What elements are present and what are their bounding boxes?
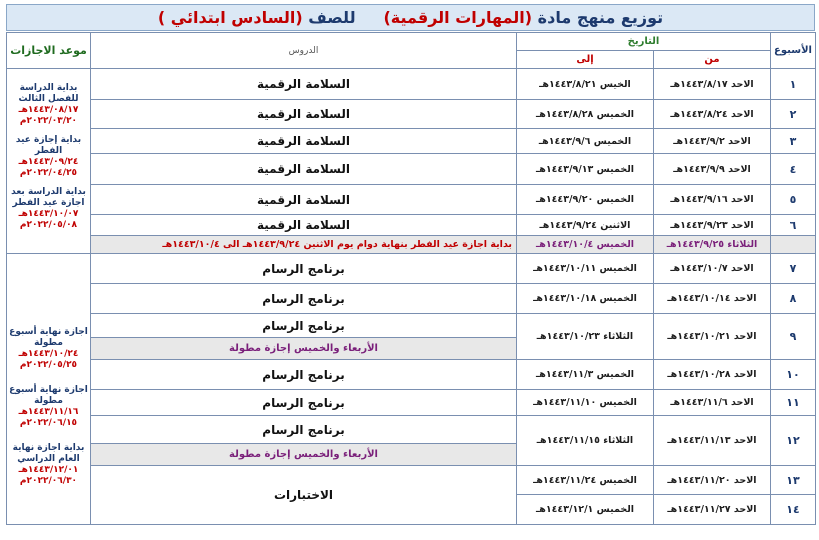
holiday-title: بداية الدراسة بعد اجازة عيد الفطر — [11, 187, 86, 208]
lesson-cell: برنامج الرسام — [91, 284, 517, 314]
table-row — [7, 466, 816, 495]
week-from: الاحد ١٤٤٣/١١/٦هـ — [654, 390, 771, 416]
lesson-cell: السلامة الرقمية — [91, 185, 517, 215]
table-row — [7, 284, 816, 314]
week-number-empty — [771, 236, 816, 254]
long-weekend-note: الأربعاء والخميس إجازة مطولة — [91, 338, 517, 360]
week-to: الخميس ١٤٤٣/٩/١٣هـ — [517, 154, 654, 185]
table-row — [7, 254, 816, 284]
week-from: الاحد ١٤٤٣/١١/٢٧هـ — [654, 495, 771, 525]
week-to: الخيس ١٤٤٣/٨/٢١هـ — [517, 69, 654, 100]
header-lessons: الدروس — [91, 33, 517, 69]
week-from: الاحد ١٤٤٣/٩/٢هـ — [654, 129, 771, 154]
subject-name: (المهارات الرقمية) — [383, 8, 533, 27]
week-to: الخميس ١٤٤٣/١٠/١١هـ — [517, 254, 654, 284]
eid-from: الثلاثاء ١٤٤٣/٩/٢٥هـ — [654, 236, 771, 254]
week-to: الثلاثاء ١٤٤٣/١٠/٢٣هـ — [517, 314, 654, 360]
holiday-item — [9, 83, 88, 127]
holiday-item — [9, 187, 88, 231]
holiday-title: بداية إجازة عيد الفطر — [15, 135, 82, 156]
long-weekend-note: الأربعاء والخميس إجازة مطولة — [91, 444, 517, 466]
holiday-greg: ٢٠٢٢/٠٣/٢٠م — [19, 116, 78, 126]
week-number: ١٣ — [771, 466, 816, 495]
schedule-table — [6, 32, 816, 525]
week-number: ١٠ — [771, 360, 816, 390]
table-row — [7, 185, 816, 215]
holiday-hijri: ١٤٤٣/١٢/٠١هـ — [18, 465, 79, 475]
week-from: الاحد ١٤٤٣/٩/٩هـ — [654, 154, 771, 185]
holiday-greg: ٢٠٢٢/٠٦/١٥م — [19, 418, 78, 428]
holiday-title: اجازة نهاية أسبوع مطولة — [9, 327, 88, 348]
holidays-cell-2 — [7, 254, 91, 525]
week-number: ٢ — [771, 100, 816, 129]
table-row — [7, 154, 816, 185]
holiday-title: اجازة نهاية أسبوع مطولة — [9, 385, 88, 406]
holiday-greg: ٢٠٢٢/٠٥/٢٥م — [19, 360, 78, 370]
page-title — [6, 4, 815, 31]
table-row — [7, 215, 816, 236]
class-label: للصف — [308, 8, 356, 27]
eid-to: الخميس ١٤٤٣/١٠/٤هـ — [517, 236, 654, 254]
holidays-cell-1 — [7, 69, 91, 254]
week-to: الخميس ١٤٤٣/٨/٢٨هـ — [517, 100, 654, 129]
week-from: الاحد ١٤٤٣/١١/١٣هـ — [654, 416, 771, 466]
week-from: الاحد ١٤٤٣/١٠/١٤هـ — [654, 284, 771, 314]
header-from: من — [654, 51, 771, 69]
table-row — [7, 314, 816, 338]
week-to: الثلاثاء ١٤٤٣/١١/١٥هـ — [517, 416, 654, 466]
table-row — [7, 69, 816, 100]
eid-holiday-row — [7, 236, 816, 254]
week-to: الخميس ١٤٤٣/٩/٢٠هـ — [517, 185, 654, 215]
table-row — [7, 129, 816, 154]
holiday-greg: ٢٠٢٢/٠٦/٣٠م — [19, 476, 78, 486]
exams-cell: الاختبارات — [91, 466, 517, 525]
holiday-greg: ٢٠٢٢/٠٥/٠٨م — [19, 220, 78, 230]
week-to: الخميس ١٤٤٣/١٢/١هـ — [517, 495, 654, 525]
week-to: الخميس ١٤٤٣/١١/٢٤هـ — [517, 466, 654, 495]
holiday-hijri: ١٤٤٣/٠٩/٢٤هـ — [18, 157, 79, 167]
holiday-title: بداية الدراسة للفصل الثالث — [18, 83, 79, 104]
week-to: الخميس ١٤٤٣/٩/٦هـ — [517, 129, 654, 154]
holiday-item — [9, 385, 88, 429]
week-number: ٩ — [771, 314, 816, 360]
holiday-hijri: ١٤٤٣/٠٨/١٧هـ — [18, 105, 79, 115]
lesson-cell: برنامج الرسام — [91, 314, 517, 338]
lesson-cell: السلامة الرقمية — [91, 69, 517, 100]
week-from: الاحد ١٤٤٣/١٠/٧هـ — [654, 254, 771, 284]
lesson-cell: برنامج الرسام — [91, 416, 517, 444]
week-number: ٧ — [771, 254, 816, 284]
curriculum-sheet — [6, 4, 815, 536]
week-number: ١٤ — [771, 495, 816, 525]
holiday-item — [9, 327, 88, 371]
lesson-cell: برنامج الرسام — [91, 390, 517, 416]
lesson-cell: برنامج الرسام — [91, 254, 517, 284]
lesson-cell: برنامج الرسام — [91, 360, 517, 390]
holiday-greg: ٢٠٢٢/٠٤/٢٥م — [19, 168, 78, 178]
week-number: ٤ — [771, 154, 816, 185]
week-number: ١٢ — [771, 416, 816, 466]
week-from: الاحد ١٤٤٣/١١/٢٠هـ — [654, 466, 771, 495]
holiday-item — [9, 135, 88, 179]
week-to: الخميس ١٤٤٣/١٠/١٨هـ — [517, 284, 654, 314]
lesson-cell: السلامة الرقمية — [91, 129, 517, 154]
eid-holiday-text: بداية اجازة عيد الفطر بنهاية دوام يوم الاثنين ١٤٤٣/٩/٢٤هـ الى ١٤٤٣/١٠/٤هـ — [91, 236, 517, 254]
week-from: الاحد ١٤٤٣/١٠/٢١هـ — [654, 314, 771, 360]
lesson-cell: السلامة الرقمية — [91, 154, 517, 185]
header-date: التاريخ — [517, 33, 771, 51]
week-number: ٥ — [771, 185, 816, 215]
week-number: ٦ — [771, 215, 816, 236]
holiday-hijri: ١٤٤٣/١٠/٢٤هـ — [18, 349, 79, 359]
table-row — [7, 416, 816, 444]
lesson-cell: السلامة الرقمية — [91, 215, 517, 236]
holiday-item — [9, 443, 88, 487]
week-from: الاحد ١٤٤٣/٨/٢٤هـ — [654, 100, 771, 129]
week-number: ٨ — [771, 284, 816, 314]
table-row — [7, 360, 816, 390]
week-to: الخميس ١٤٤٣/١١/١٠هـ — [517, 390, 654, 416]
week-from: الاحد ١٤٤٣/١٠/٢٨هـ — [654, 360, 771, 390]
week-to: الخميس ١٤٤٣/١١/٣هـ — [517, 360, 654, 390]
holiday-hijri: ١٤٤٣/١١/١٦هـ — [18, 407, 79, 417]
week-number: ١ — [771, 69, 816, 100]
holiday-hijri: ١٤٤٣/١٠/٠٧هـ — [18, 209, 79, 219]
title-prefix: توزيع منهج مادة — [537, 8, 664, 27]
week-from: الاحد ١٤٤٣/٨/١٧هـ — [654, 69, 771, 100]
week-from: الاحد ١٤٤٣/٩/٢٣هـ — [654, 215, 771, 236]
header-holidays: موعد الاجازات — [7, 33, 91, 69]
class-name: (السادس ابتدائي ) — [157, 8, 303, 27]
holiday-title: بداية اجازة نهاية العام الدراسي — [12, 443, 85, 464]
week-number: ٣ — [771, 129, 816, 154]
header-to: إلى — [517, 51, 654, 69]
lesson-cell: السلامة الرقمية — [91, 100, 517, 129]
week-number: ١١ — [771, 390, 816, 416]
week-from: الاحد ١٤٤٣/٩/١٦هـ — [654, 185, 771, 215]
header-week: الأسبوع — [771, 33, 816, 69]
table-row — [7, 100, 816, 129]
table-row — [7, 390, 816, 416]
week-to: الاثنين ١٤٤٣/٩/٢٤هـ — [517, 215, 654, 236]
